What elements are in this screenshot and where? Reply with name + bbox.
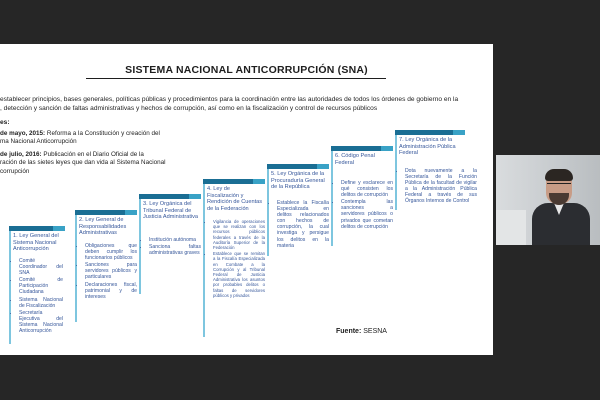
step-7-bar (395, 130, 453, 135)
step-5-item: • Establece la Fiscalía Especializada en delitos relacionados con hechos de corrupción, la cual investiga y persigue los delitos en la materia (277, 200, 329, 249)
intro-line-2: , detección y sanción de faltas administrativas y hechos de corrupción, así como en la fiscalización y control de recursos públicos (0, 105, 378, 112)
step-7-ley-administracion (395, 130, 475, 220)
step-2-heading: 2. Ley General de Responsabilidades Administrativas (79, 217, 127, 237)
step-3-item: • Institución autónoma (149, 237, 201, 243)
step-6-bar (331, 146, 381, 151)
step-1-item: • Secretaría Ejecutiva del Sistema Nacional Anticorrupción (19, 310, 63, 334)
step-1-heading: 1. Ley General del Sistema Nacional Anticorrupción (13, 233, 59, 253)
title-underline (86, 78, 386, 79)
step-1-bar-accent (53, 226, 65, 231)
step-3-bar (139, 194, 189, 199)
step-6-heading: 6. Código Penal Federal (335, 153, 375, 166)
step-5-connector (267, 164, 269, 256)
date-entry-2016 (0, 151, 166, 176)
step-3-bar-accent (189, 194, 201, 199)
date-2015-text: Reforma a la Constitución y creación del (45, 130, 160, 137)
source-label: Fuente: (336, 328, 362, 335)
step-7-heading: 7. Ley Orgánica de la Administración Pública Federal (399, 137, 456, 157)
step-2-list (78, 243, 137, 301)
step-2-item: • Sanciones para servidores públicos y particulares (85, 262, 137, 280)
date-2016-text: Publicación en el Diario Oficial de la (41, 151, 144, 158)
step-5-ley-pgr (267, 164, 329, 264)
step-1-item: • Sistema Nacional de Fiscalización (19, 297, 63, 309)
step-1-ley-general-sna (9, 226, 64, 351)
step-4-list (206, 219, 265, 299)
step-5-bar (267, 164, 317, 169)
step-1-item: • Comité de Participación Ciudadana (19, 277, 63, 295)
date-2016-label: de julio, 2016: (0, 151, 42, 158)
step-6-item: • Define y esclarece en qué consisten los delitos de corrupción (341, 180, 393, 198)
step-2-bar (75, 210, 125, 215)
presenter-hair (545, 169, 573, 181)
step-2-item: • Declaraciones fiscal, patrimonial y de intereses (85, 282, 137, 300)
step-4-bar-accent (253, 179, 265, 184)
date-2016-line3: corrupción (0, 167, 30, 175)
step-5-bar-accent (317, 164, 329, 169)
webcam-presenter (532, 171, 590, 245)
step-2-bar-accent (125, 210, 137, 215)
source-value: SESNA (363, 328, 387, 335)
intro-line-1: establecer principios, bases generales, políticas públicas y procedimientos para la coordinación entre las autoridades de todos los órdenes de gobierno en la (0, 96, 459, 103)
step-6-item: • Contempla las sanciones a servidores públicos o privados que cometan delitos de corrupción (341, 199, 393, 229)
date-entry-2015 (0, 130, 160, 147)
date-2015-line2: ma Nacional Anticorrupción (0, 138, 77, 146)
step-4-connector (203, 179, 205, 337)
step-3-list (142, 237, 201, 257)
step-4-item: • Vigilancia de operaciones que se realizan con los recursos públicos federales a través de la Auditoría Superior de la Federación (213, 219, 265, 250)
presentation-slide (0, 44, 493, 355)
step-5-heading: 5. Ley Orgánica de la Procuraduría General de la República (271, 171, 325, 191)
step-4-ley-fiscalizacion (203, 179, 265, 354)
webcam-shelf (496, 210, 526, 245)
webcam-video-tile[interactable] (496, 155, 600, 245)
step-4-heading: 4. Ley de Fiscalización y Rendición de Cuentas de la Federación (207, 186, 263, 212)
step-3-ley-tribunal (139, 194, 201, 304)
intro-text (0, 95, 490, 113)
step-1-item: • Comité Coordinador del SNA (19, 258, 63, 276)
step-7-item: • Dota nuevamente a la Secretaría de la Función Pública de la facultad de vigilar a la Administración Pública Federal a través de sus Órganos Internos de Control (405, 168, 477, 205)
step-3-heading: 3. Ley Orgánica del Tribunal Federal de Justicia Administrativa (143, 201, 199, 221)
presenter-glasses (547, 183, 571, 189)
step-6-codigo-penal (331, 146, 393, 256)
step-7-list (398, 168, 477, 206)
step-2-ley-responsabilidades (75, 210, 137, 350)
step-1-bar (9, 226, 53, 231)
step-4-item: • Establece que se remitan a la Fiscalía Especializada en Combate a la Corrupción y al Tribunal Federal de Justicia Administrativa los asuntos por probables delitos o faltas de servidores públicos y privados (213, 251, 265, 298)
step-7-bar-accent (453, 130, 465, 135)
step-1-list (12, 258, 63, 335)
step-1-connector (9, 226, 11, 344)
step-6-bar-accent (381, 146, 393, 151)
objectives-label: es: (0, 119, 10, 126)
step-5-list (270, 200, 329, 250)
step-3-item: • Sanciona faltas administrativas graves (149, 244, 201, 256)
step-2-item: • Obligaciones que deben cumplir los funcionarios públicos (85, 243, 137, 261)
date-2015-label: de mayo, 2015: (0, 130, 46, 137)
slide-title: SISTEMA NACIONAL ANTICORRUPCIÓN (SNA) (125, 64, 368, 76)
step-6-connector (331, 146, 333, 246)
date-2016-line2: ración de las sietes leyes que dan vida al Sistema Nacional (0, 159, 166, 167)
step-6-list (334, 180, 393, 231)
source-note (336, 328, 387, 335)
step-4-bar (203, 179, 253, 184)
